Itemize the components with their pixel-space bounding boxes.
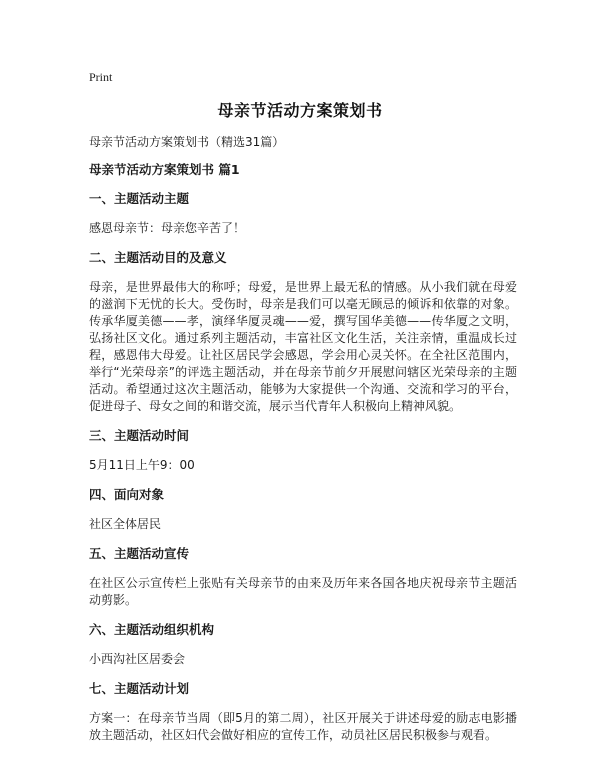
- text-organizer: 小西沟社区居委会: [89, 652, 186, 666]
- heading-time: 三、主题活动时间: [89, 428, 190, 443]
- document-title: 母亲节活动方案策划书: [217, 101, 383, 120]
- print-link[interactable]: Print: [89, 70, 113, 84]
- document-body: [89, 134, 517, 757]
- text-plan: 方案一：在母亲节当周（即5月的第二周），社区开展关于讲述母爱的励志电影播放主题活动，社区妇代会做好相应的宣传工作，动员社区居民积极参与观看。: [89, 711, 517, 742]
- heading-publicity: 五、主题活动宣传: [89, 546, 190, 561]
- text-theme: 感恩母亲节：母亲您辛苦了！: [89, 221, 246, 235]
- text-publicity: 在社区公示宣传栏上张贴有关母亲节的由来及历年来各国各地庆祝母亲节主题活动剪影。: [89, 576, 517, 607]
- text-time: 5月11日上午9：00: [89, 458, 195, 472]
- heading-purpose: 二、主题活动目的及意义: [89, 250, 227, 265]
- heading-theme: 一、主题活动主题: [89, 191, 190, 206]
- heading-plan: 七、主题活动计划: [89, 681, 190, 696]
- text-purpose: 母亲，是世界最伟大的称呼；母爱，是世界上最无私的情感。从小我们就在母爱的滋润下无忧的长大。受伤时，母亲是我们可以毫无顾忌的倾诉和依靠的对象。传承华厦美德——孝，演绎华厦灵魂——爱，撰写国华美德——传华厦之文明，弘扬社区文化。通过系列主题活动，丰富社区文化生活，关注亲情，重温成长过程，感恩伟大母爱。让社区居民学会感恩，学会用心灵关怀。在全社区范围内，举行“光荣母亲”的评选主题活动，并在母亲节前夕开展慰问辖区光荣母亲的主题活动。希望通过这次主题活动，能够为大家提供一个沟通、交流和学习的平台，促进母子、母女之间的和谐交流，展示当代青年人积极向上精神风貌。: [89, 280, 517, 413]
- text-audience: 社区全体居民: [89, 517, 162, 531]
- document-subtitle: 母亲节活动方案策划书（精选31篇）: [89, 135, 285, 149]
- heading-audience: 四、面向对象: [89, 487, 165, 502]
- article-section-title: 母亲节活动方案策划书 篇1: [89, 162, 240, 177]
- heading-organizer: 六、主题活动组织机构: [89, 622, 215, 637]
